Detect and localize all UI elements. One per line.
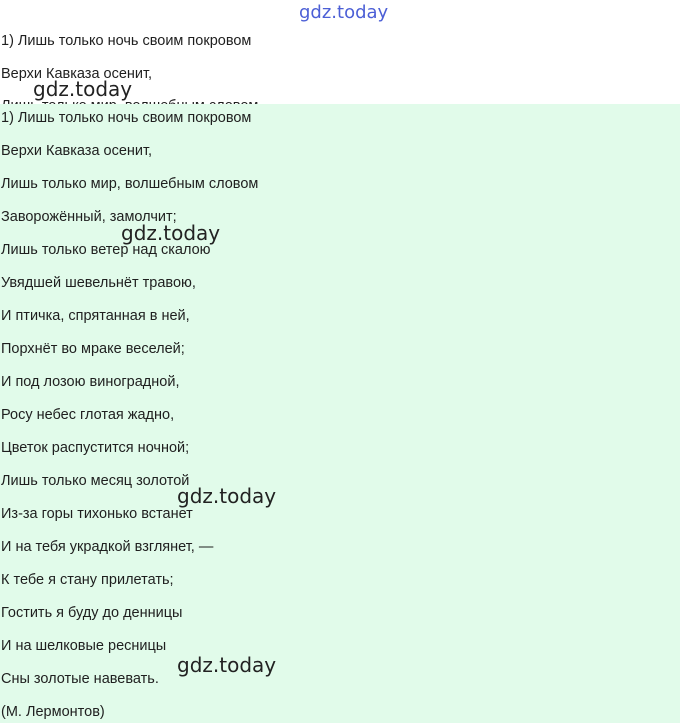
poem-line: И птичка, спрятанная в ней, [1,308,190,324]
poem-line: Лишь только ветер над скалою [1,242,211,258]
poem-author: (М. Лермонтов) [1,704,105,720]
poem-line: Порхнёт во мраке веселей; [1,341,185,357]
poem-line: И под лозою виноградной, [1,374,180,390]
poem-line: Гостить я буду до денницы [1,605,183,621]
poem-line: Лишь только месяц золотой [1,473,190,489]
watermark: gdz.today [121,221,221,245]
poem-panel [0,104,680,723]
poem-line: И на тебя украдкой взглянет, — [1,539,214,555]
poem-line: Из-за горы тихонько встанет [1,506,193,522]
watermark: gdz.today [177,653,277,677]
preview-line: 1) Лишь только ночь своим покровом [1,33,252,49]
watermark: gdz.today [177,484,277,508]
poem-line: Лишь только мир, волшебным словом [1,176,259,192]
site-logo[interactable]: gdz.today [299,2,389,23]
poem-line: Сны золотые навевать. [1,671,159,687]
poem-line: К тебе я стану прилетать; [1,572,174,588]
poem-line: Росу небес глотая жадно, [1,407,175,423]
poem-line: Заворожённый, замолчит; [1,209,177,225]
poem-line: И на шелковые ресницы [1,638,167,654]
poem-line: Цветок распустится ночной; [1,440,190,456]
watermark: gdz.today [33,77,133,101]
poem-line: Верхи Кавказа осенит, [1,143,153,159]
poem-line: 1) Лишь только ночь своим покровом [1,110,252,126]
poem-line: Увядшей шевельнёт травою, [1,275,196,291]
preview-line: Верхи Кавказа осенит, [1,66,153,82]
